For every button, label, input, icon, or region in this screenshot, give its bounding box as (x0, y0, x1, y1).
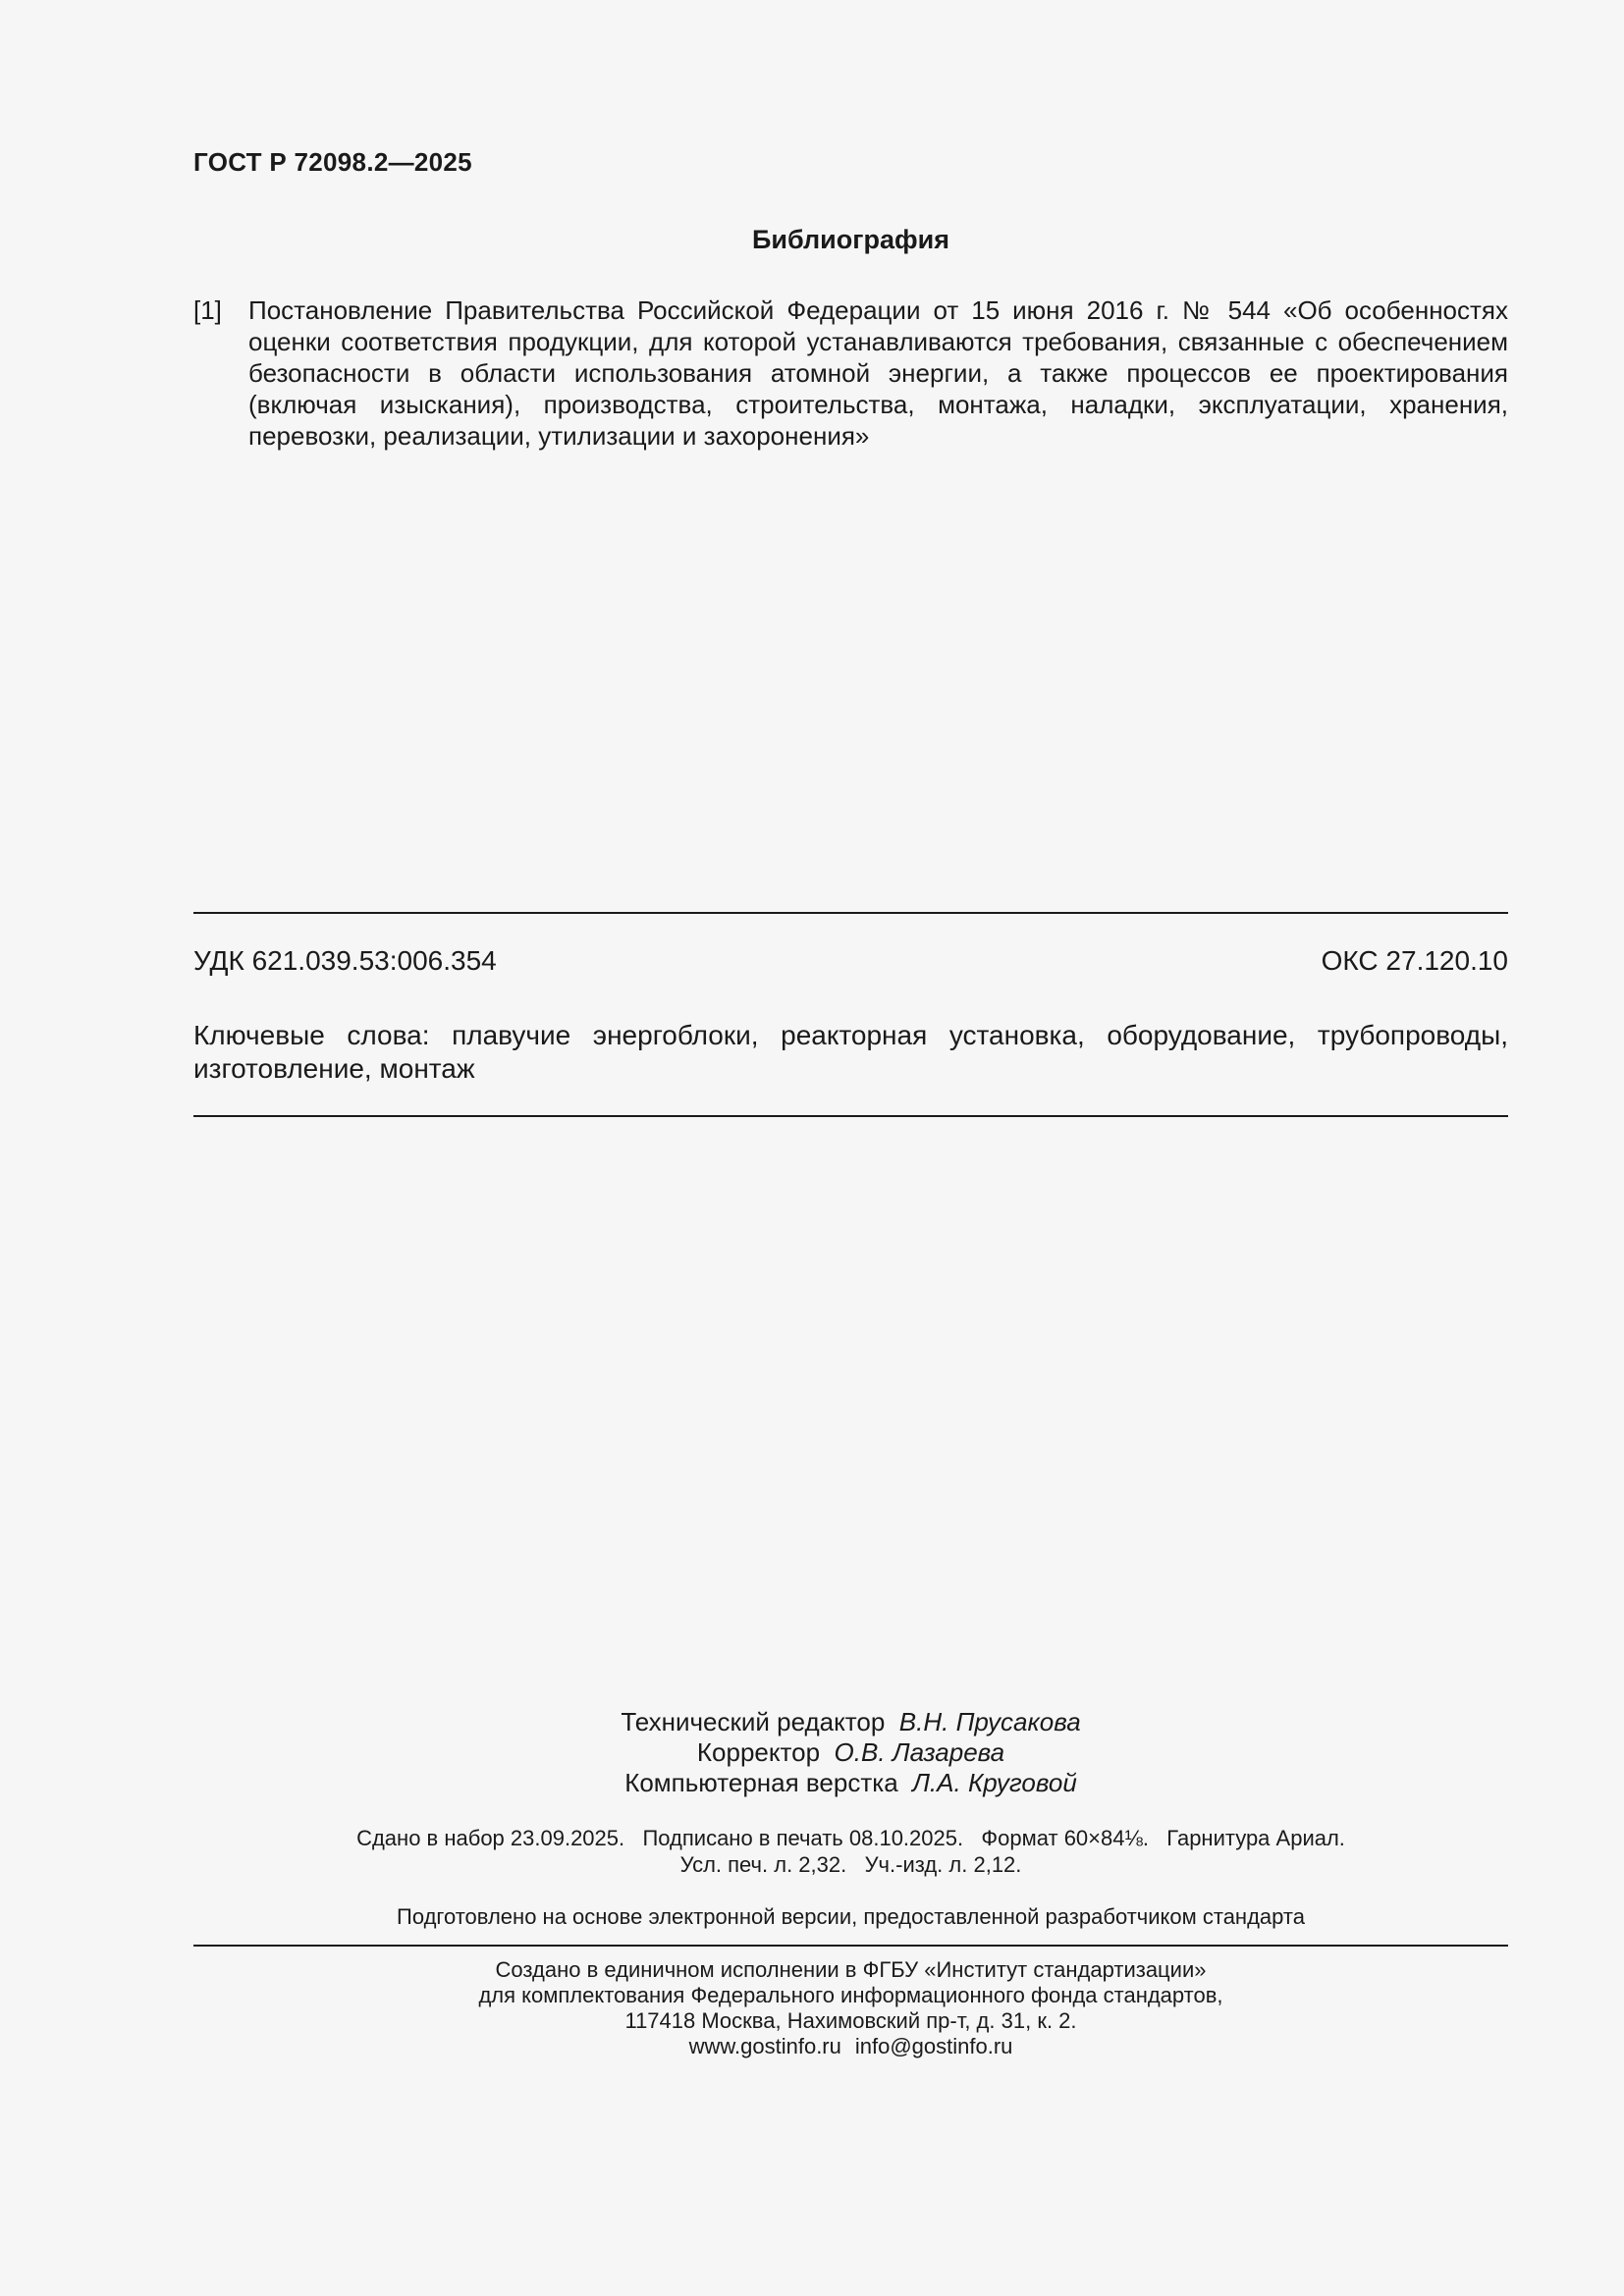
standard-code: ГОСТ Р 72098.2—2025 (193, 147, 472, 177)
bibliography-item-text: Постановление Правительства Российской Федерации от 15 июня 2016 г. № 544 «Об особенностях оценки соответствия продукции, для которой устанавливаются требования, связанные с обеспечением безопасности в области использования атомной энергии, а также процессов ее проектирования (включая изыскания), производства, строительства, монтажа, наладки, эксплуатации, хранения, перевозки, реализации, утилизации и захоронения» (248, 295, 1508, 451)
keywords: Ключевые слова: плавучие энергоблоки, реакторная установка, оборудование, трубопроводы, изготовление, монтаж (193, 1020, 1508, 1084)
bibliography-item-number: [1] (193, 295, 222, 325)
credit-name: О.В. Лазарева (834, 1737, 1005, 1767)
print-info (193, 1825, 1508, 1878)
keywords-divider (193, 1115, 1508, 1117)
email-link[interactable]: info@gostinfo.ru (854, 2034, 1013, 2058)
print-info-line: Сдано в набор 23.09.2025. Подписано в печать 08.10.2025. Формат 60×84⅛. Гарнитура Ариал. (356, 1826, 1345, 1850)
footer-divider (193, 1945, 1508, 1947)
publisher-footer (193, 1957, 1508, 2059)
website-link[interactable]: www.gostinfo.ru (688, 2034, 841, 2058)
credits-block (193, 1707, 1508, 1798)
credit-name: В.Н. Прусакова (898, 1707, 1081, 1736)
udk-code: УДК 621.039.53:006.354 (193, 945, 497, 976)
credit-layout (193, 1768, 1508, 1798)
top-divider (193, 912, 1508, 914)
footer-line: для комплектования Федерального информационного фонда стандартов, (478, 1983, 1223, 2007)
oks-code: ОКС 27.120.10 (1321, 945, 1508, 976)
print-info-line: Усл. печ. л. 2,32. Уч.-изд. л. 2,12. (679, 1852, 1022, 1877)
credit-role: Технический редактор (621, 1707, 886, 1736)
footer-line: Создано в единичном исполнении в ФГБУ «Институт стандартизации» (495, 1957, 1207, 1982)
footer-contacts (193, 2034, 1508, 2059)
credit-role: Компьютерная верстка (624, 1768, 898, 1797)
credit-tech-editor (193, 1707, 1508, 1737)
credit-name: Л.А. Круговой (912, 1768, 1077, 1797)
footer-line: 117418 Москва, Нахимовский пр-т, д. 31, к. 2. (624, 2008, 1077, 2033)
prepared-note: Подготовлено на основе электронной версии, предоставленной разработчиком стандарта (397, 1904, 1305, 1929)
credit-corrector (193, 1737, 1508, 1768)
bibliography-title: Библиография (752, 225, 949, 254)
credit-role: Корректор (696, 1737, 821, 1767)
